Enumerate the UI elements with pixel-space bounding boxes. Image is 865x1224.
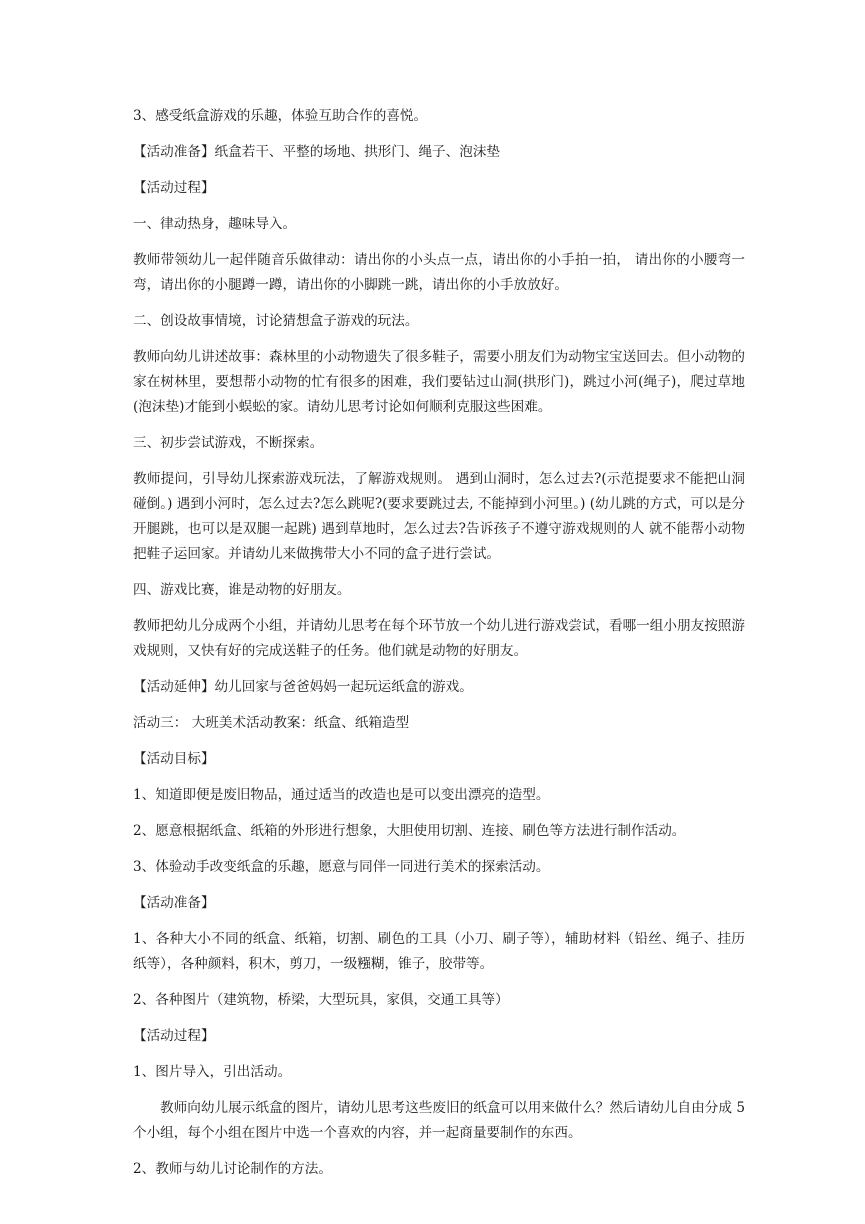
paragraph-extension: 【活动延伸】幼儿回家与爸爸妈妈一起玩运纸盒的游戏。 xyxy=(133,679,473,695)
heading-activity-process-2: 【活动过程】 xyxy=(133,1028,215,1044)
paragraph-step-4: 教师把幼儿分成两个小组，并请幼儿思考在每个环节放一个幼儿进行游戏尝试，看哪一组小朋友按照游戏规则，又快有好的完成送鞋子的任务。他们就是动物的好朋友。 xyxy=(133,618,745,659)
paragraph-prep-1: 1、各种大小不同的纸盒、纸箱，切割、刷色的工具（小刀、刷子等），辅助材料（铅丝、绳子、挂历纸等），各种颜料，积木，剪刀，一级糨糊，锥子，胶带等。 xyxy=(133,931,745,972)
paragraph-step-1: 教师带领幼儿一起伴随音乐做律动：请出你的小头点一点，请出你的小手拍一拍， 请出你的小腰弯一弯，请出你的小腿蹲一蹲，请出你的小脚跳一跳，请出你的小手放放好。 xyxy=(133,252,745,293)
paragraph-process-1-detail: 教师向幼儿展示纸盒的图片，请幼儿思考这些废旧的纸盒可以用来做什么？然后请幼儿自由分成 5 个小组，每个小组在图片中选一个喜欢的内容，并一起商量要制作的东西。 xyxy=(133,1100,745,1141)
paragraph-preparation: 【活动准备】纸盒若干、平整的场地、拱形门、绳子、泡沫垫 xyxy=(133,144,501,160)
heading-step-4: 四、游戏比赛，谁是动物的好朋友。 xyxy=(133,582,351,598)
paragraph-prep-2: 2、各种图片（建筑物，桥梁，大型玩具，家俱，交通工具等） xyxy=(133,992,509,1008)
heading-activity-goals: 【活动目标】 xyxy=(133,751,215,767)
heading-step-2: 二、创设故事情境，讨论猜想盒子游戏的玩法。 xyxy=(133,313,419,329)
paragraph-step-3: 教师提问，引导幼儿探索游戏玩法，了解游戏规则。 遇到山洞时，怎么过去?(示范提要求不能把山洞碰倒。) 遇到小河时，怎么过去?怎么跳呢?(要求要跳过去, 不能掉到小河里。) (幼儿跳的方式，可以是分开腿跳，也可以是双腿一起跳) 遇到草地时，怎么过去?告诉孩子不遵守游戏规则的人 就不能帮小动物把鞋子运回家。并请幼儿来做携带大小不同的盒子进行尝试。 xyxy=(133,471,745,562)
paragraph-process-2: 2、教师与幼儿讨论制作的方法。 xyxy=(133,1161,332,1177)
paragraph-process-1: 1、图片导入，引出活动。 xyxy=(133,1064,292,1080)
paragraph-goal-a3: 3、体验动手改变纸盒的乐趣，愿意与同伴一同进行美术的探索活动。 xyxy=(133,859,550,875)
paragraph-step-2: 教师向幼儿讲述故事：森林里的小动物遗失了很多鞋子，需要小朋友们为动物宝宝送回去。但小动物的家在树林里，要想帮小动物的忙有很多的困难，我们要钻过山洞(拱形门)，跳过小河(绳子)，爬过草地(泡沫垫)才能到小蜈蚣的家。请幼儿思考讨论如何顺利克服这些困难。 xyxy=(133,349,745,415)
heading-preparation-2: 【活动准备】 xyxy=(133,895,215,911)
heading-step-1: 一、律动热身，趣味导入。 xyxy=(133,216,297,232)
heading-step-3: 三、初步尝试游戏，不断探索。 xyxy=(133,435,324,451)
heading-activity-process: 【活动过程】 xyxy=(133,180,215,196)
paragraph-goal-a1: 1、知道即便是废旧物品，通过适当的改造也是可以变出漂亮的造型。 xyxy=(133,787,550,803)
paragraph-goal-3: 3、感受纸盒游戏的乐趣，体验互助合作的喜悦。 xyxy=(133,108,428,124)
paragraph-goal-a2: 2、愿意根据纸盒、纸箱的外形进行想象，大胆使用切割、连接、刷色等方法进行制作活动。 xyxy=(133,823,686,839)
document-body xyxy=(133,104,745,1193)
heading-activity-3: 活动三： 大班美术活动教案：纸盒、纸箱造型 xyxy=(133,715,410,731)
